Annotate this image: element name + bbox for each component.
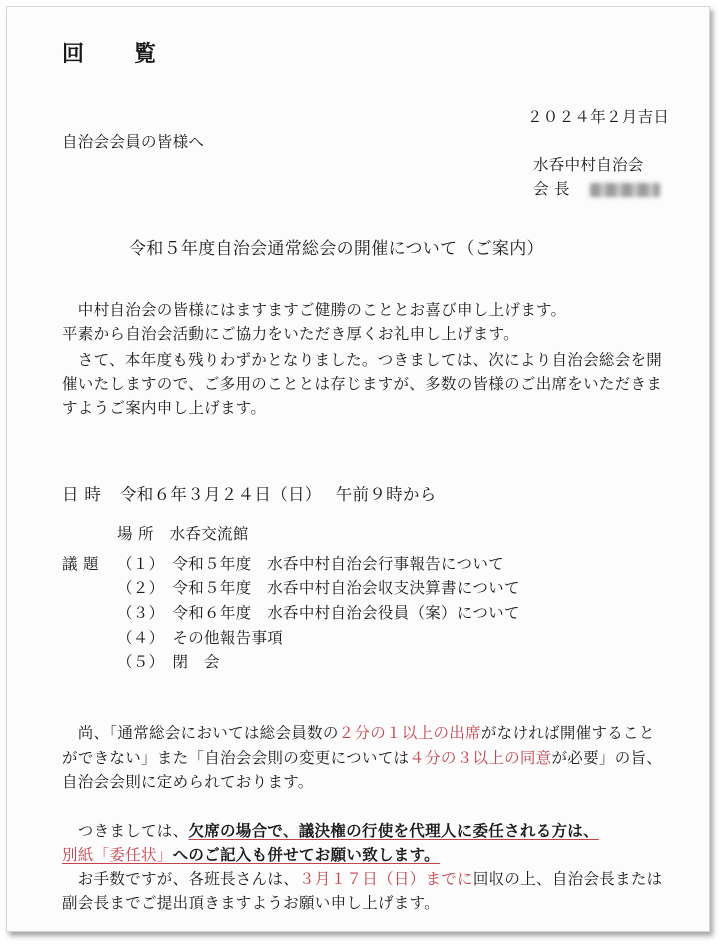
proxy-line-3 [62,869,662,889]
proxy-deadline: ３月１７日（日）までに [299,870,473,888]
intro-line-2: 平素から自治会活動にご協力をいただき厚くお礼申し上げます。 [62,325,519,343]
venue: 場 所 水呑交流館 [117,525,249,543]
intro-line-4: 催いたしますので、ご多用のこととは存じますが、多数の皆様のご出席をいただきま [62,375,663,393]
datetime-label: 日 時 [62,485,102,504]
intro-line-3: さて、本年度も残りわずかとなりました。つきましては、次により自治会総会を開 [62,351,663,369]
note-line-2 [62,748,662,768]
document-date: ２０２４年２月吉日 [527,108,670,126]
note-highlight-consent: ４分の３以上の同意 [409,749,552,767]
proxy-form-reference: 別紙「委任状」 [62,846,173,864]
note-line-1 [62,723,655,743]
note-text: がなければ開催すること [480,724,655,742]
proxy-line-4: 副会長までご提出頂きますようお願い申し上げます。 [62,894,440,912]
proxy-emphasis: へのご記入も併せてお願い致します。 [172,846,440,864]
agenda-item-3: （３） 令和６年度 水呑中村自治会役員（案）について [117,604,520,622]
document-title: 回 覧 [62,42,171,67]
notice-heading: 令和５年度自治会通常総会の開催について（ご案内） [129,239,544,259]
proxy-emphasis: 欠席の場合で、議決権の行使を代理人に委任される方は、 [188,822,599,840]
agenda-label: 議 題 [62,555,99,573]
organization-name: 水呑中村自治会 [533,156,644,174]
note-text: 尚、「通常総会においては総会員数の [62,724,339,742]
redacted-name [590,183,660,197]
agenda-item-2: （２） 令和５年度 水呑中村自治会収支決算書について [117,579,520,597]
addressee: 自治会会員の皆様へ [62,133,205,151]
note-text: ができない」また「自治会会則の変更については [62,749,410,767]
note-line-3: 自治会会則に定められております。 [62,773,314,791]
agenda-item-4: （４） その他報告事項 [117,629,284,647]
proxy-text: お手数ですが、各班長さんは、 [62,870,300,888]
intro-line-1: 中村自治会の皆様にはますますご健勝のこととお喜び申し上げます。 [62,301,567,319]
president-line [533,179,660,199]
proxy-text: 回収の上、自治会長または [472,870,663,888]
note-highlight-quorum: ２分の１以上の出席 [338,724,481,742]
datetime-value: 令和６年３月２４日（日） 午前９時から [120,485,437,504]
note-text: が必要」の旨、 [551,749,663,767]
circular-document [6,6,710,932]
agenda-item-1: （１） 令和５年度 水呑中村自治会行事報告について [117,555,504,573]
president-label: 会 長 [533,180,570,198]
agenda-item-5: （５） 閉 会 [117,653,220,671]
intro-line-5: すようご案内申し上げます。 [62,399,267,417]
proxy-line-2 [62,845,440,865]
proxy-line-1 [62,821,599,841]
proxy-text: つきましては、 [62,822,189,840]
